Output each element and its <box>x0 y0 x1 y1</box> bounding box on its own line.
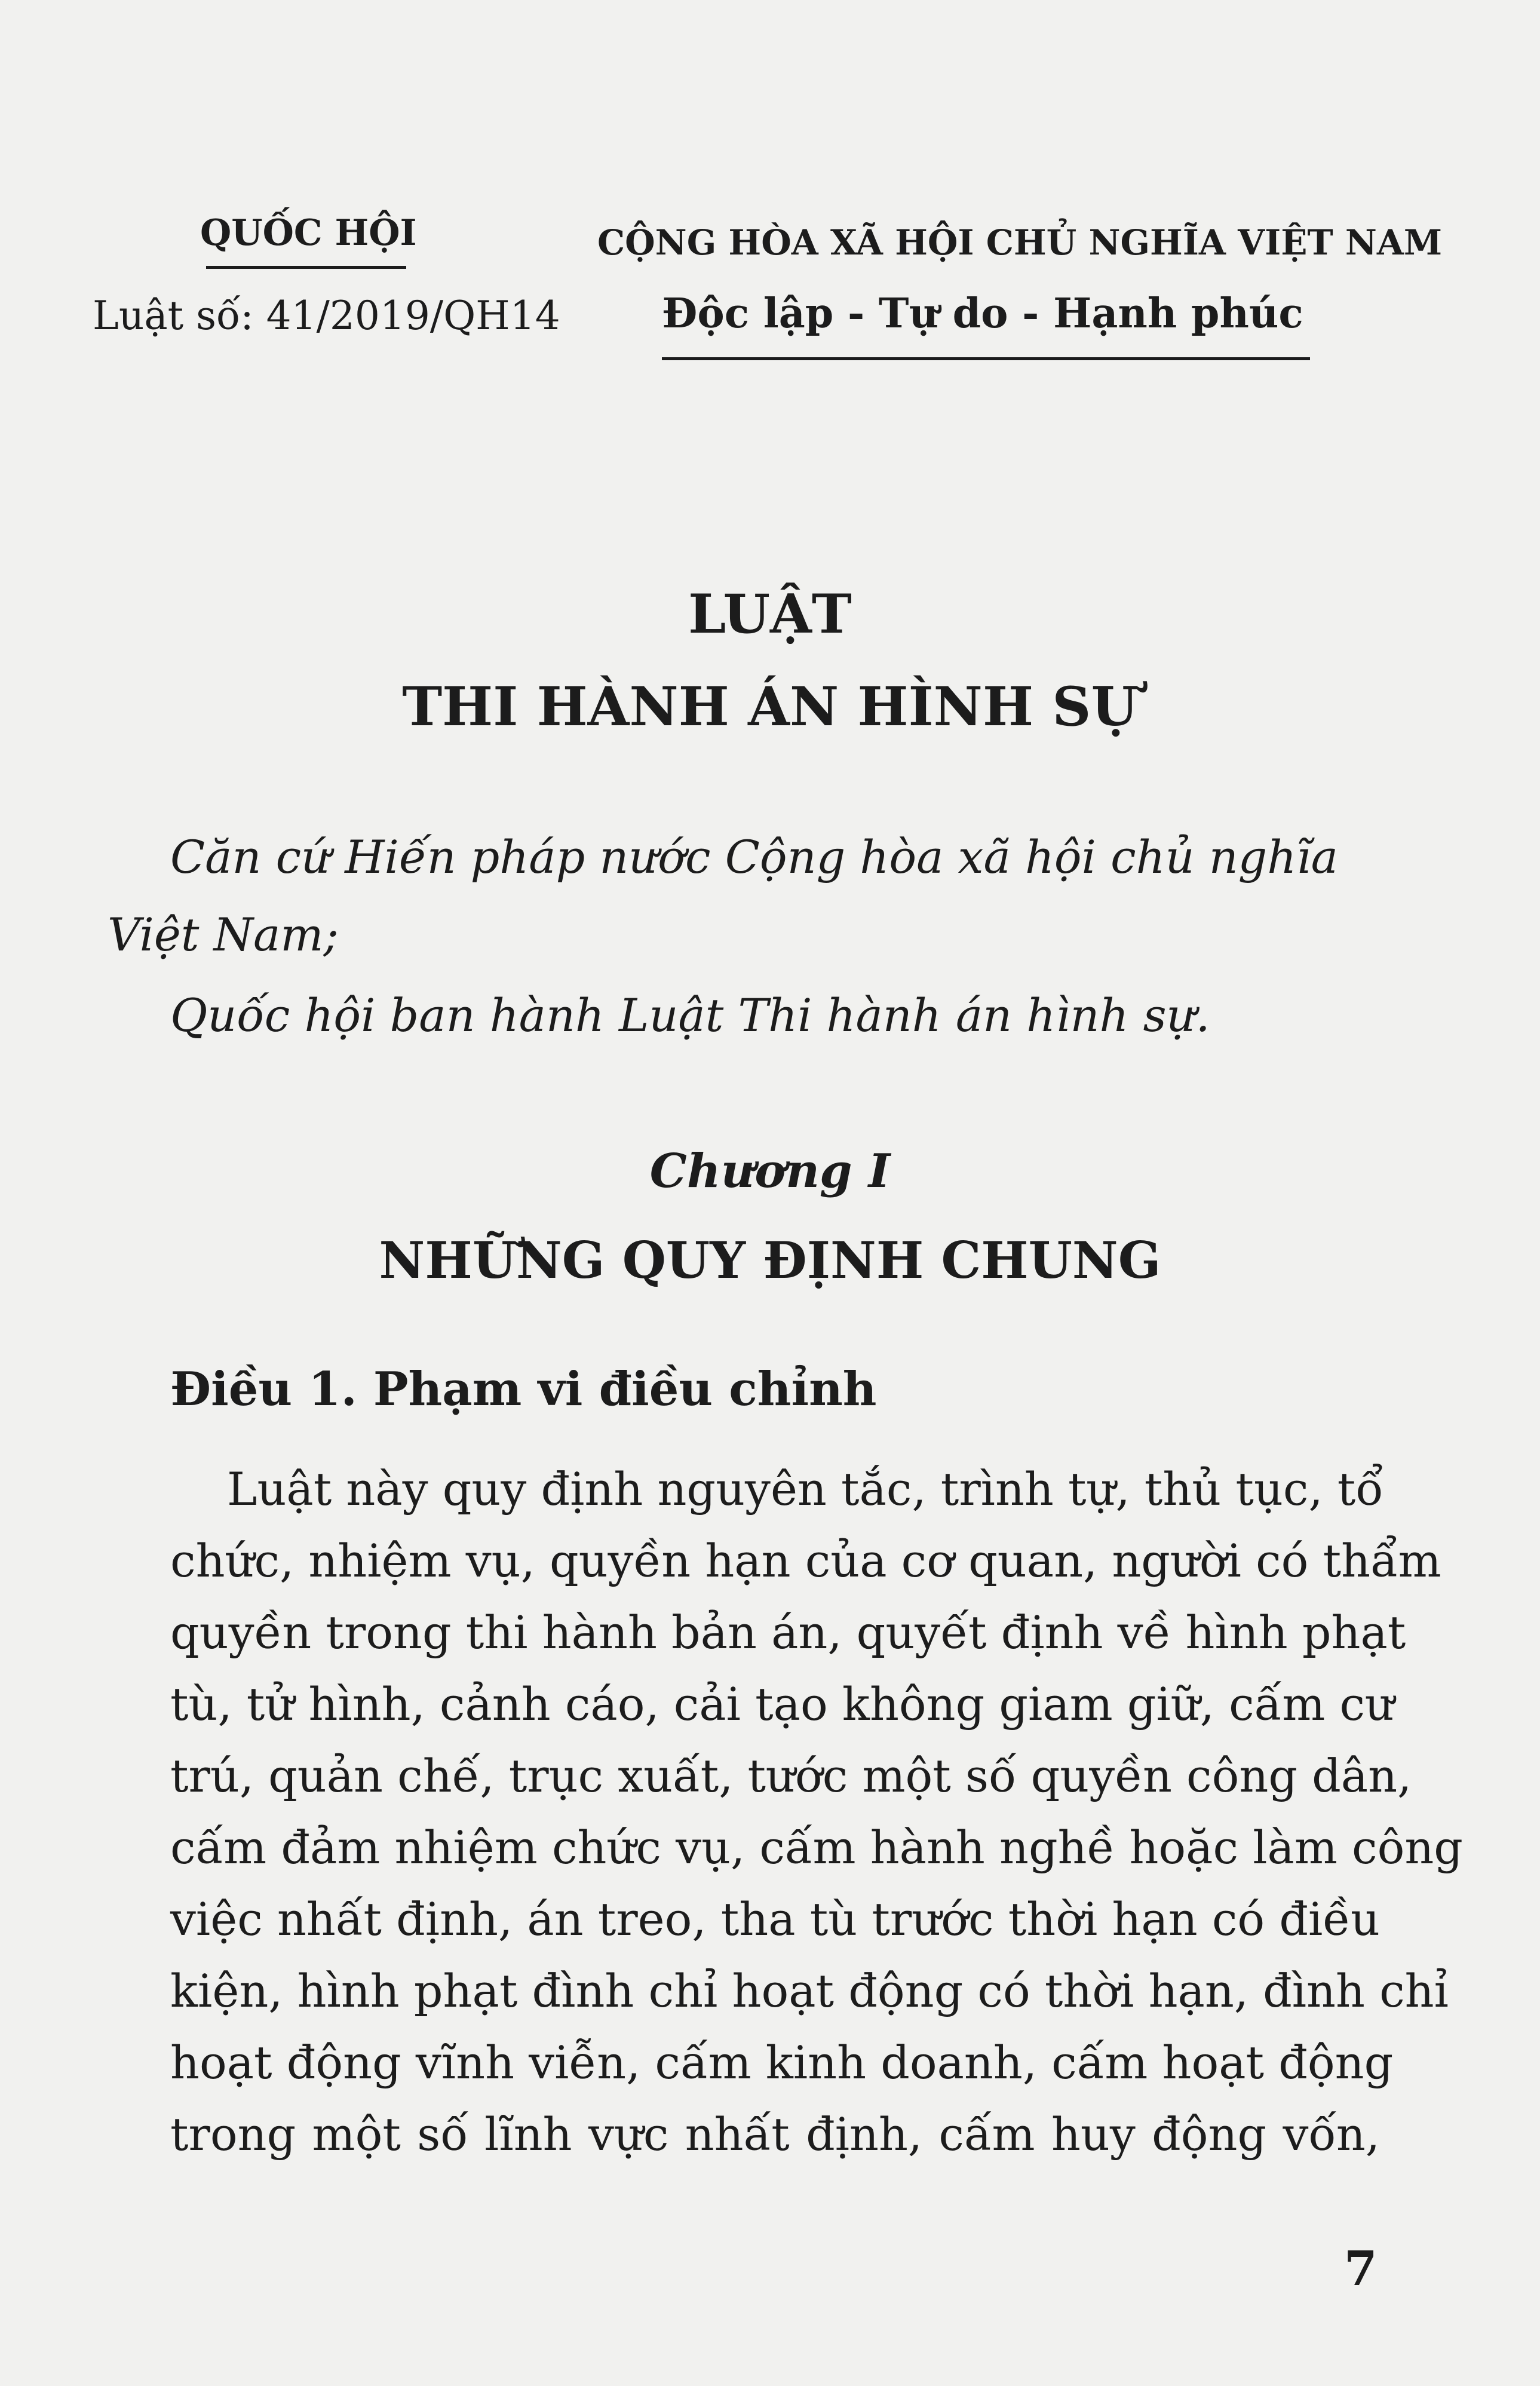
article-line: kiện, hình phạt đình chỉ hoạt động có thời hạn, đình chỉ <box>170 1964 1449 2017</box>
article-line: chức, nhiệm vụ, quyền hạn của cơ quan, người có thẩm <box>170 1534 1441 1587</box>
article-line: hoạt động vĩnh viễn, cấm kinh doanh, cấm hoạt động <box>170 2036 1394 2089</box>
law-title: THI HÀNH ÁN HÌNH SỰ <box>402 675 1138 738</box>
preamble-line-2: Việt Nam; <box>108 908 339 961</box>
preamble-line-1: Căn cứ Hiến pháp nước Cộng hòa xã hội chủ nghĩa <box>170 830 1338 884</box>
article-line: việc nhất định, án treo, tha tù trước thời hạn có điều <box>170 1893 1380 1946</box>
country-name: CỘNG HÒA XÃ HỘI CHỦ NGHĨA VIỆT NAM <box>597 222 1443 263</box>
article-line: quyền trong thi hành bản án, quyết định về hình phạt <box>170 1606 1406 1659</box>
law-title-label: LUẬT <box>688 582 852 646</box>
preamble-line-3: Quốc hội ban hành Luật Thi hành án hình sự. <box>170 989 1210 1042</box>
national-motto: Độc lập - Tự do - Hạnh phúc <box>662 290 1303 338</box>
page-number: 7 <box>1344 2240 1378 2296</box>
chapter-title: NHỮNG QUY ĐỊNH CHUNG <box>379 1231 1161 1290</box>
article-line: Luật này quy định nguyên tắc, trình tự, thủ tục, tổ <box>227 1462 1383 1516</box>
motto-underline <box>662 357 1310 360</box>
article-heading: Điều 1. Phạm vi điều chỉnh <box>170 1362 877 1416</box>
article-line: trong một số lĩnh vực nhất định, cấm huy động vốn, <box>170 2108 1380 2161</box>
issuing-agency: QUỐC HỘI <box>200 212 417 254</box>
article-line: cấm đảm nhiệm chức vụ, cấm hành nghề hoặc làm công <box>170 1821 1463 1874</box>
article-line: tù, tử hình, cảnh cáo, cải tạo không giam giữ, cấm cư <box>170 1677 1394 1731</box>
agency-underline <box>206 266 406 269</box>
article-line: trú, quản chế, trục xuất, tước một số quyền công dân, <box>170 1749 1412 1802</box>
chapter-number: Chương I <box>649 1144 891 1198</box>
law-number: Luật số: 41/2019/QH14 <box>93 293 560 339</box>
